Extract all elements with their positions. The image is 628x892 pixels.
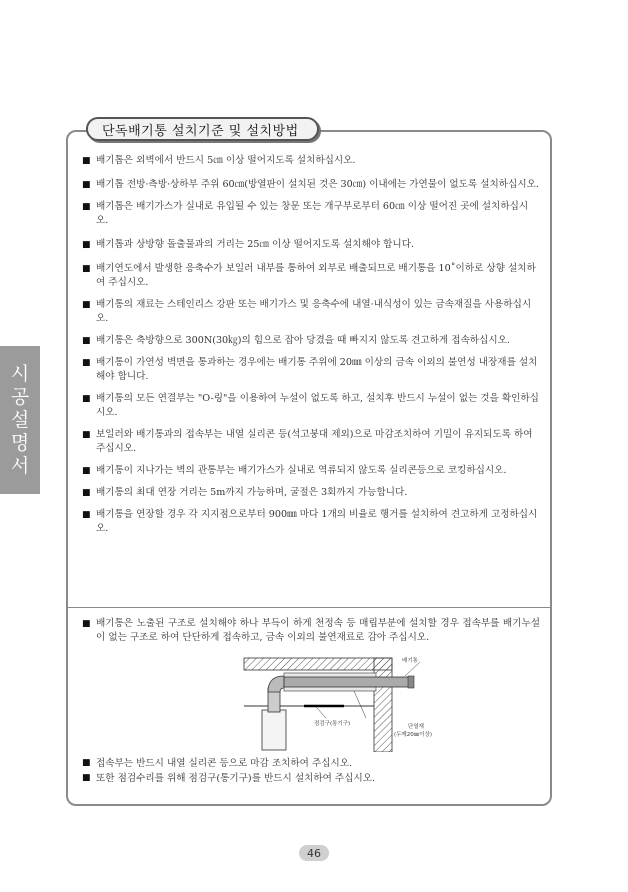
pipe-elbow: [268, 676, 284, 692]
bullet-icon: ■: [82, 619, 91, 629]
page-number-badge: [299, 845, 329, 861]
note-text: 배기통은 노출된 구조로 설치해야 하나 부득이 하게 천정속 등 매립부분에 설치할 경우 접속부를 배기누설이 없는 구조로 하여 단단하게 접속하고, 금속 이외의 불연재료로 감아 주십시오.: [96, 618, 540, 643]
instruction-list: [82, 154, 540, 536]
side-tab-char: 시: [10, 362, 30, 385]
list-item: ■ 배기통이 가연성 벽면을 통과하는 경우에는 배기통 주위에 20㎜ 이상의 금속 이외의 불연성 내장재를 설치해야 합니다.: [82, 357, 538, 382]
list-item: ■ 배기톱은 외벽에서 반드시 5㎝ 이상 떨어지도록 설치하십시오.: [82, 155, 356, 166]
list-item: ■ 또한 점검수리를 위해 점검구(통기구)를 반드시 설치하여 주십시오.: [82, 773, 376, 784]
bullet-icon: ■: [82, 773, 91, 783]
insulation-label: 단열재: [408, 724, 424, 730]
bullet-icon: ■: [82, 336, 91, 346]
ceiling-slab: [244, 658, 392, 670]
bullet-icon: ■: [82, 202, 91, 212]
section-side-tab: [0, 346, 40, 494]
pipe-end: [408, 676, 414, 688]
bullet-icon: ■: [82, 264, 91, 274]
list-item: ■ 배기통의 최대 연장 거리는 5m까지 가능하며, 굴절은 3회까지 가능합니다.: [82, 487, 408, 498]
bullet-icon: ■: [82, 488, 91, 498]
list-item: ■ 배기톱은 배기가스가 실내로 유입될 수 있는 창문 또는 개구부로부터 60㎝ 이상 떨어진 곳에 설치하십시오.: [82, 201, 529, 226]
page-number: 46: [307, 846, 321, 860]
list-item: ■ 배기통이 지나가는 벽의 관통부는 배기가스가 실내로 역류되지 않도록 실리콘등으로 코킹하십시오.: [82, 465, 507, 476]
bullet-icon: ■: [82, 758, 91, 768]
list-item: ■ 배기통은 축방향으로 300N(30㎏)의 힘으로 잡아 당겼을 때 빠지지 않도록 견고하게 접속하십시오.: [82, 335, 510, 346]
ceiling-pipe-diagram: [234, 652, 434, 752]
insulation-thickness-label: (두께20㎜이상): [393, 732, 432, 738]
concealed-install-note: [82, 617, 540, 645]
list-item: ■ 배기통의 재료는 스테인리스 강판 또는 배기가스 및 응축수에 내열·내식성이 있는 금속재질을 사용하십시오.: [82, 299, 532, 324]
side-tab-char: 설: [10, 408, 30, 431]
horizontal-pipe: [284, 677, 412, 687]
list-item: ■ 보일러와 배기통과의 접속부는 내열 실리콘 등(석고붕대 제외)으로 마감조치하여 기밀이 유지되도록 하여 주십시오.: [82, 429, 533, 454]
list-item: ■ 배기톱과 상방향 돌출물과의 거리는 25㎝ 이상 떨어지도록 설치해야 합니다.: [82, 239, 415, 250]
wall: [374, 658, 392, 752]
pipe-label: 배기통: [402, 658, 418, 664]
list-item: ■ 배기연도에서 발생한 응축수가 보일러 내부를 통하여 외부로 배출되므로 배기통을 10˚이하로 상향 설치하여 주십시오.: [82, 263, 536, 288]
bullet-icon: ■: [82, 156, 91, 166]
side-tab-char: 서: [10, 454, 30, 477]
list-item: ■ 배기통의 모든 연결부는 "O-링"을 이용하여 누설이 없도록 하고, 설치후 반드시 누설이 없는 것을 확인하십시오.: [82, 393, 539, 418]
access-label: 점검구(통기구): [314, 721, 351, 727]
bullet-icon: ■: [82, 240, 91, 250]
bullet-icon: ■: [82, 466, 91, 476]
list-item: ■ 배기톱 전방·측방·상하부 주위 60㎝(방열판이 설치된 것은 30㎝) 이내에는 가연물이 없도록 설치하십시오.: [82, 179, 539, 190]
list-item: ■ 접속부는 반드시 내열 실리콘 등으로 마감 조치하여 주십시오.: [82, 758, 353, 769]
side-tab-char: 공: [10, 385, 30, 408]
bullet-icon: ■: [82, 300, 91, 310]
bullet-icon: ■: [82, 430, 91, 440]
bullet-icon: ■: [82, 358, 91, 368]
bullet-icon: ■: [82, 394, 91, 404]
section-divider: [66, 607, 552, 608]
side-tab-char: 명: [10, 431, 30, 454]
boiler: [262, 710, 286, 750]
final-notes-list: [82, 756, 540, 786]
section-title: 단독배기통 설치기준 및 설치방법: [102, 123, 299, 139]
bullet-icon: ■: [82, 510, 91, 520]
section-title-badge: [86, 117, 319, 141]
bullet-icon: ■: [82, 180, 91, 190]
list-item: ■ 배기통을 연장할 경우 각 지지점으로부터 900㎜ 마다 1개의 비율로 행거를 설치하여 견고하게 고정하십시오.: [82, 509, 538, 534]
